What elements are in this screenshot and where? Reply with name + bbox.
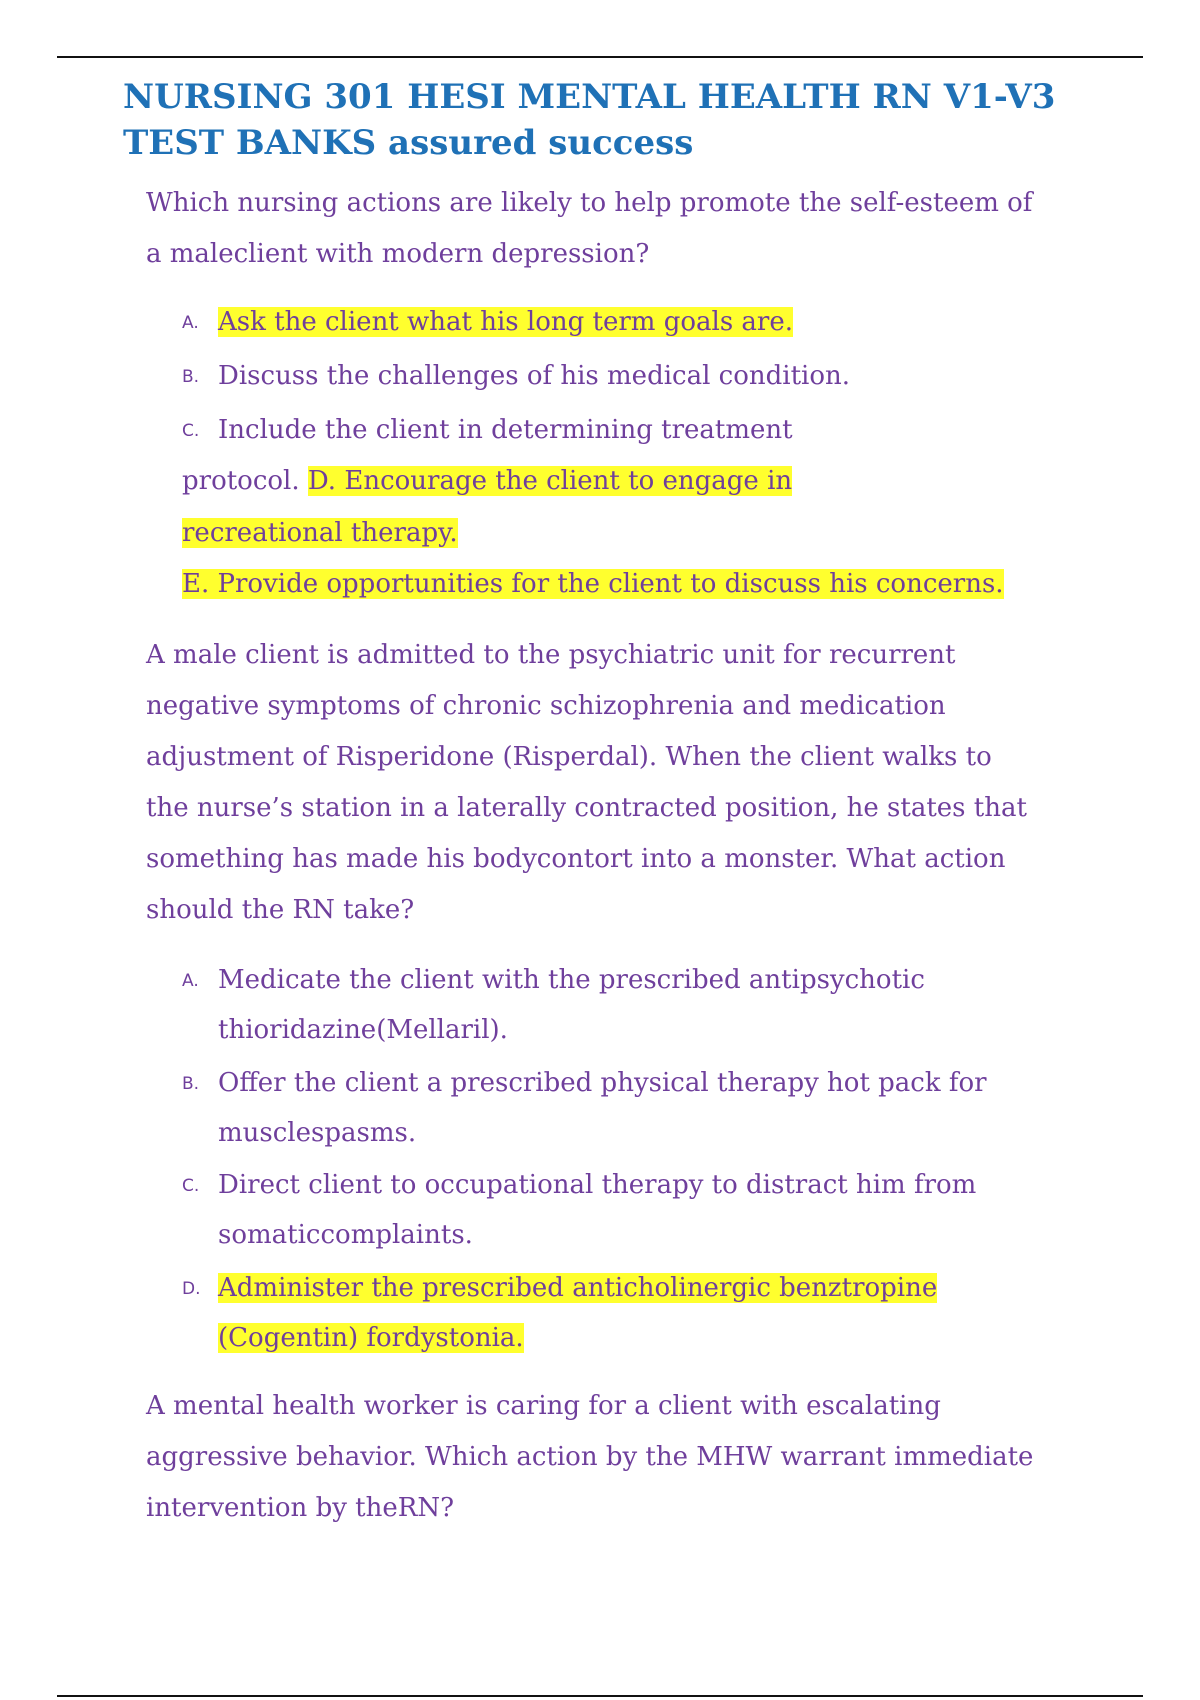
question-2-stem — [146, 630, 1086, 936]
option-text: Direct client to occupational therapy to distract him from — [218, 1170, 977, 1200]
q2-option-d-line-2 — [218, 1313, 524, 1364]
q2-stem-line: should the RN take? — [146, 895, 415, 925]
q1-option-b — [182, 351, 1082, 403]
option-letter: B. — [182, 1074, 200, 1094]
option-text: Offer the client a prescribed physical therapy hot pack for — [218, 1068, 987, 1098]
option-letter: A. — [182, 971, 199, 991]
q1-option-e-text: E. Provide opportunities for the client to discuss his concerns. — [182, 569, 1004, 599]
q2-stem-line: adjustment of Risperidone (Risperdal). When the client walks to — [146, 742, 992, 772]
option-text: thioridazine(Mellaril). — [218, 1015, 508, 1045]
q2-option-b — [182, 1058, 1082, 1110]
q1-stem-line-2: a maleclient with modern depression? — [146, 239, 650, 269]
q2-option-c — [182, 1160, 1082, 1212]
option-letter: C. — [182, 421, 200, 441]
q1-option-a — [182, 297, 1082, 349]
q1-option-d-part-2: recreational therapy. — [182, 518, 458, 548]
title-line-1: NURSING 301 HESI MENTAL HEALTH RN V1-V3 — [123, 77, 1056, 117]
option-letter: D. — [182, 1279, 201, 1299]
q1-option-c-d-line — [182, 456, 792, 507]
q2-option-a — [182, 955, 1082, 1007]
q2-option-d — [182, 1263, 1082, 1315]
option-letter: C. — [182, 1176, 200, 1196]
option-text: Medicate the client with the prescribed antipsychotic — [218, 965, 925, 995]
option-text: Discuss the challenges of his medical condition. — [218, 361, 851, 391]
q1-stem-line-1: Which nursing actions are likely to help promote the self-esteem of — [146, 188, 1033, 218]
option-text: musclespasms. — [218, 1118, 417, 1148]
q2-option-a-line-2 — [218, 1005, 508, 1056]
option-text-highlighted: (Cogentin) fordystonia. — [218, 1323, 524, 1353]
q3-stem-line: aggressive behavior. Which action by the MHW warrant immediate — [146, 1442, 1034, 1472]
top-rule — [57, 56, 1143, 58]
q2-stem-line: the nurse’s station in a laterally contracted position, he states that — [146, 793, 1027, 823]
option-text-highlighted: Administer the prescribed anticholinergic benztropine — [218, 1273, 938, 1303]
q1-option-d-line-2 — [182, 508, 458, 559]
q2-stem-line: something has made his bodycontort into a monster. What action — [146, 844, 1006, 874]
q2-option-b-line-2 — [218, 1108, 416, 1159]
question-1-stem — [146, 178, 1086, 280]
q2-stem-line: negative symptoms of chronic schizophrenia and medication — [146, 691, 946, 721]
q1-option-d-part-1: D. Encourage the client to engage in — [307, 466, 793, 496]
option-letter: B. — [182, 367, 200, 387]
q3-stem-line: intervention by theRN? — [146, 1493, 455, 1523]
title-line-2: TEST BANKS assured success — [123, 123, 694, 163]
page-title — [123, 74, 1083, 166]
bottom-rule — [57, 1695, 1143, 1697]
q1-option-c — [182, 405, 1082, 457]
option-c-continuation: protocol. — [182, 466, 300, 496]
q2-stem-line: A male client is admitted to the psychiatric unit for recurrent — [146, 640, 956, 670]
option-text-highlighted: Ask the client what his long term goals are. — [218, 307, 794, 337]
q2-option-c-line-2 — [218, 1210, 473, 1261]
option-letter: A. — [182, 313, 199, 333]
option-text: somaticcomplaints. — [218, 1220, 473, 1250]
q1-option-e — [182, 559, 1004, 610]
question-3-stem — [146, 1381, 1086, 1534]
option-text: Include the client in determining treatment — [218, 415, 793, 445]
q3-stem-line: A mental health worker is caring for a client with escalating — [146, 1391, 941, 1421]
